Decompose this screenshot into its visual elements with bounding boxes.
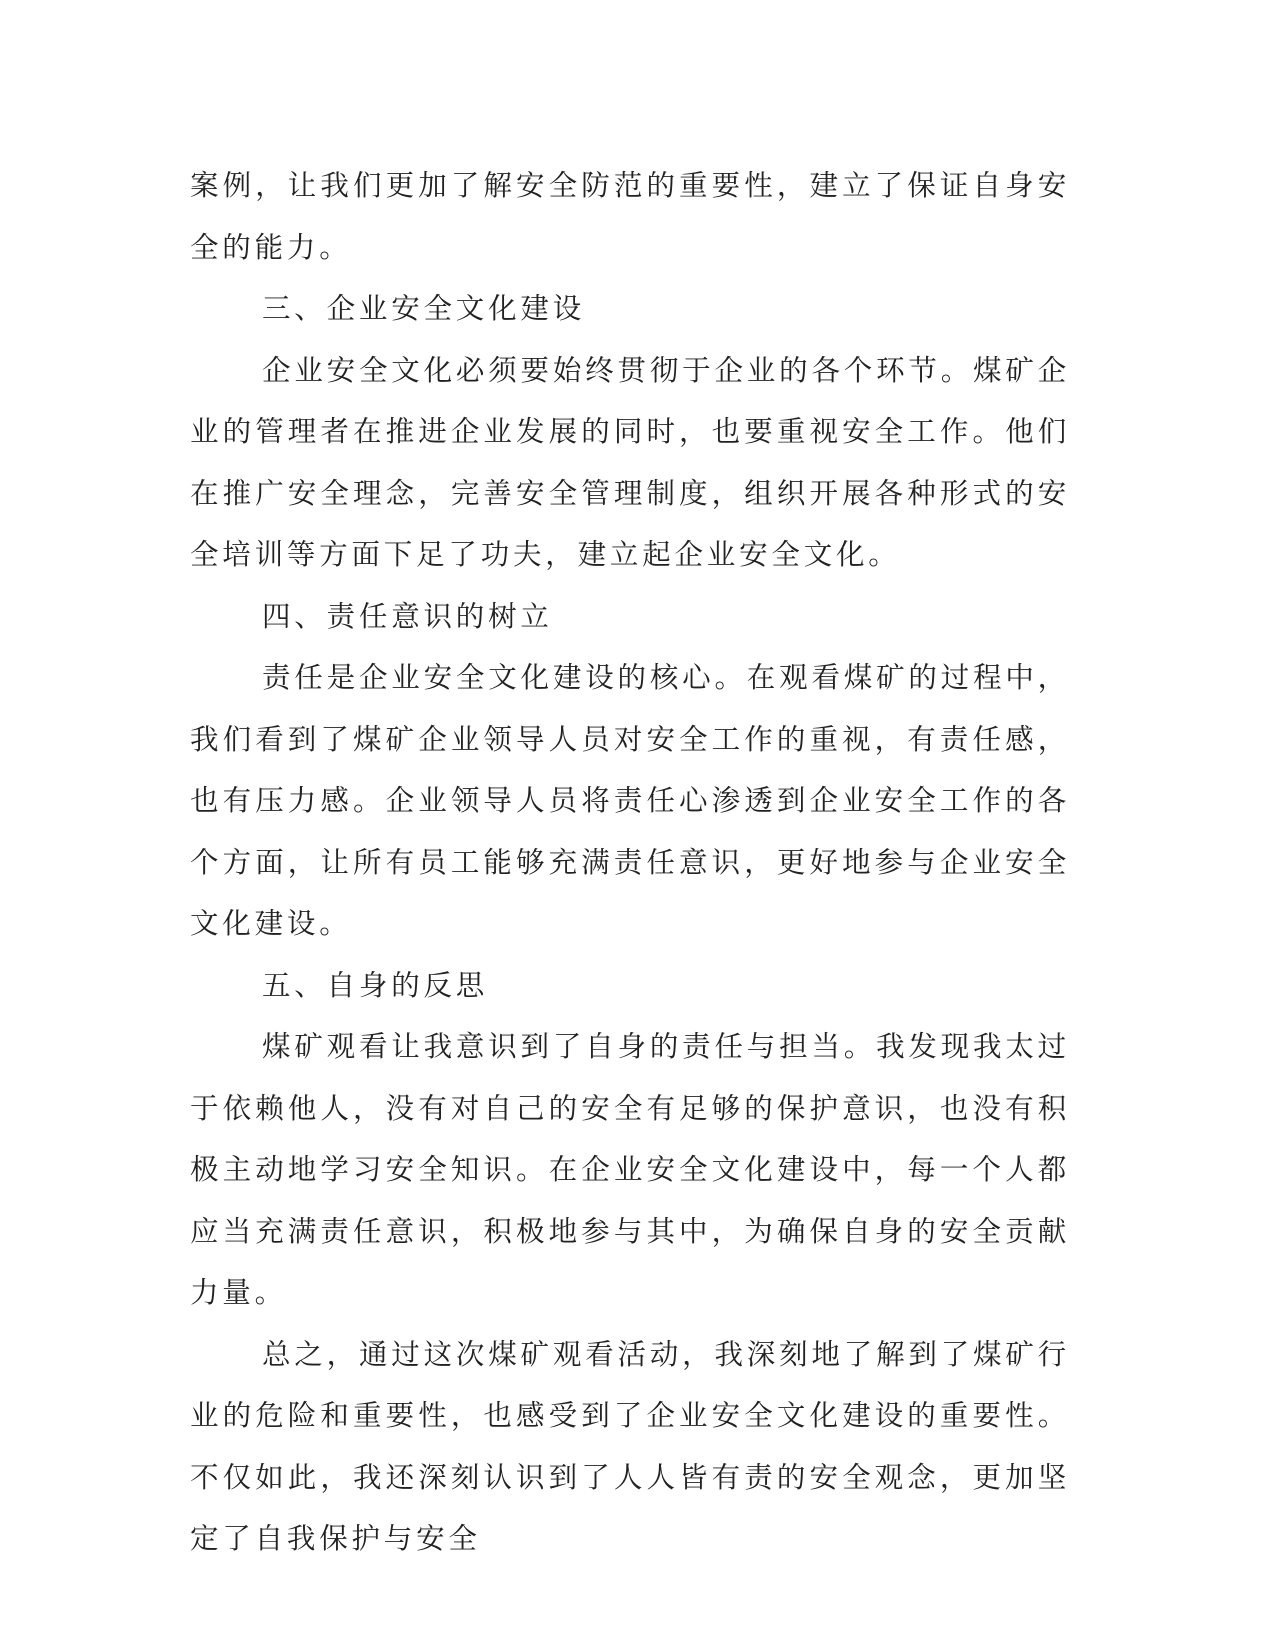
paragraph-self-reflection: 煤矿观看让我意识到了自身的责任与担当。我发现我太过于依赖他人，没有对自己的安全有足够的保护意识，也没有积极主动地学习安全知识。在企业安全文化建设中，每一个人都应当充满责任意识，积极地参与其中，为确保自身的安全贡献力量。 bbox=[190, 1030, 1070, 1309]
document-body bbox=[190, 155, 1070, 1570]
section-heading-4: 四、责任意识的树立 bbox=[262, 599, 553, 633]
paragraph-responsibility: 责任是企业安全文化建设的核心。在观看煤矿的过程中，我们看到了煤矿企业领导人员对安全工作的重视，有责任感，也有压力感。企业领导人员将责任心渗透到企业安全工作的各个方面，让所有员工能够充满责任意识，更好地参与企业安全文化建设。 bbox=[190, 661, 1070, 940]
paragraph-continuation: 案例，让我们更加了解安全防范的重要性，建立了保证自身安全的能力。 bbox=[190, 169, 1070, 264]
paragraph-safety-culture: 企业安全文化必须要始终贯彻于企业的各个环节。煤矿企业的管理者在推进企业发展的同时，也要重视安全工作。他们在推广安全理念，完善安全管理制度，组织开展各种形式的安全培训等方面下足了功夫，建立起企业安全文化。 bbox=[190, 353, 1070, 571]
paragraph-conclusion: 总之，通过这次煤矿观看活动，我深刻地了解到了煤矿行业的危险和重要性，也感受到了企业安全文化建设的重要性。不仅如此，我还深刻认识到了人人皆有责的安全观念，更加坚定了自我保护与安全 bbox=[190, 1337, 1070, 1555]
section-heading-3: 三、企业安全文化建设 bbox=[262, 292, 586, 325]
section-heading-5: 五、自身的反思 bbox=[262, 968, 489, 1002]
